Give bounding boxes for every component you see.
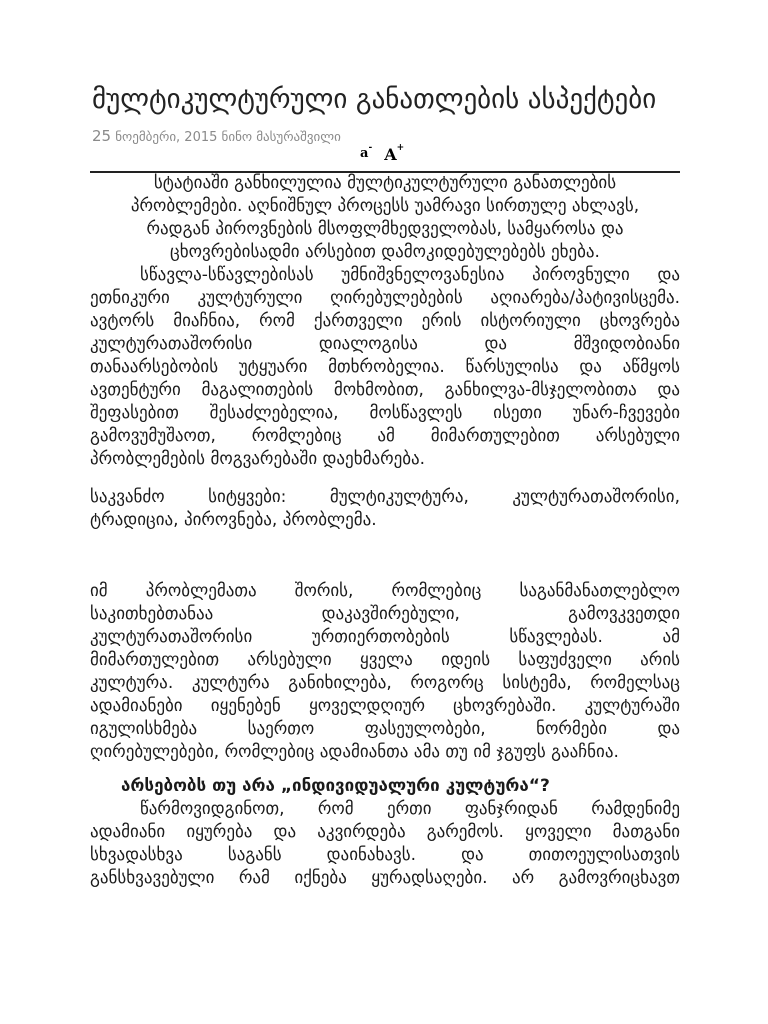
intro-paragraph <box>90 580 680 764</box>
abstract-line: რადგან პიროვნების მსოფლმხედველობას, სამყაროსა და <box>146 219 624 239</box>
abstract <box>90 172 680 471</box>
paragraph-line: განსხვავებული რამ იქნება ყურადსაღები. არ გამოვრიცხავთ <box>90 868 680 888</box>
article-meta <box>92 127 341 145</box>
plus-sign: + <box>396 143 405 153</box>
article-title: მულტიკულტურული განათლების ასპექტები <box>92 84 657 115</box>
keywords <box>90 486 680 532</box>
decrease-font-button[interactable] <box>360 143 373 161</box>
abstract-line: ავტორს მიაჩნია, რომ ქართველი ერის ისტორიული ცხოვრება <box>90 311 680 331</box>
abstract-line: ავთენტური მაგალითების მოხმობით, განხილვა-მსჯელობითა და <box>90 380 680 400</box>
font-size-controls <box>360 143 405 164</box>
paragraph-line: ადამიანები იყენებენ ყოველდღიურ ცხოვრებაში. კულტურაში <box>90 696 680 716</box>
abstract-line: ცხოვრებისადმი არსებით დამოკიდებულებებს ეხება. <box>170 242 600 262</box>
abstract-line: თანაარსებობის უტყუარი მთხრობელია. წარსულისა და აწმყოს <box>90 357 680 377</box>
date-month-year: ნოემბერი, 2015 <box>115 130 218 145</box>
paragraph-line: იმ პრობლემათა შორის, რომლებიც საგანმანათლებლო <box>90 581 680 601</box>
keywords-line: საკვანძო სიტყვები: მულტიკულტურა, კულტურათაშორისი, <box>90 487 680 507</box>
date-day: 25 <box>92 127 112 145</box>
abstract-line: კულტურათაშორისი დიალოგისა და მშვიდობიანი <box>90 334 680 354</box>
abstract-line: პრობლემების მოგვარებაში დაეხმარება. <box>90 449 426 469</box>
author-name[interactable]: ნინო მასურაშვილი <box>221 130 341 145</box>
paragraph-line: წარმოვიდგინოთ, რომ ერთი ფანჯრიდან რამდენიმე <box>140 799 680 819</box>
abstract-line: სწავლა-სწავლებისას უმნიშვნელოვანესია პიროვნული და <box>140 265 680 285</box>
decrease-font-label: a <box>360 146 369 161</box>
increase-font-button[interactable] <box>384 143 405 164</box>
abstract-line: სტატიაში განხილულია მულტიკულტურული განათლების <box>153 173 617 193</box>
article-body <box>90 172 680 890</box>
abstract-line: პრობლემები. აღნიშნულ პროცესს უამრავი სირთულე ახლავს, <box>130 196 640 216</box>
paragraph-line: სხვადასხვა საგანს დაინახავს. და თითოეულისათვის <box>90 845 680 865</box>
section-paragraph <box>90 798 680 890</box>
keywords-line: ტრადიცია, პიროვნება, პრობლემა. <box>90 510 377 530</box>
paragraph-line: იგულისხმება საერთო ფასეულობები, ნორმები და <box>90 719 680 739</box>
abstract-line: გამოვუმუშაოთ, რომლებიც ამ მიმართულებით არსებული <box>90 426 680 446</box>
paragraph-line: კულტურათაშორისი ურთიერთობების სწავლებას. ამ <box>90 627 680 647</box>
paragraph-line: ადამიანი იყურება და აკვირდება გარემოს. ყოველი მათგანი <box>90 822 680 842</box>
paragraph-line: კულტურა. კულტურა განიხილება, როგორც სისტემა, რომელსაც <box>90 673 680 693</box>
paragraph-line: ღირებულებები, რომლებიც ადამიანთა ამა თუ იმ ჯგუფს გააჩნია. <box>90 742 619 762</box>
paragraph-line: მიმართულებით არსებული ყველა იდეის საფუძველი არის <box>90 650 680 670</box>
section-heading: არსებობს თუ არა „ინდივიდუალური კულტურა“? <box>121 776 550 796</box>
paragraph-line: საკითხებთანაა დაკავშირებული, გამოვკვეთდი <box>90 604 680 624</box>
abstract-line: შეფასებით შესაძლებელია, მოსწავლეს ისეთი უნარ-ჩვევები <box>90 403 680 423</box>
abstract-line: ეთნიკური კულტურული ღირებულებების აღიარება/პატივისცემა. <box>90 288 680 308</box>
increase-font-label: A <box>384 145 397 164</box>
minus-sign: - <box>368 143 373 153</box>
